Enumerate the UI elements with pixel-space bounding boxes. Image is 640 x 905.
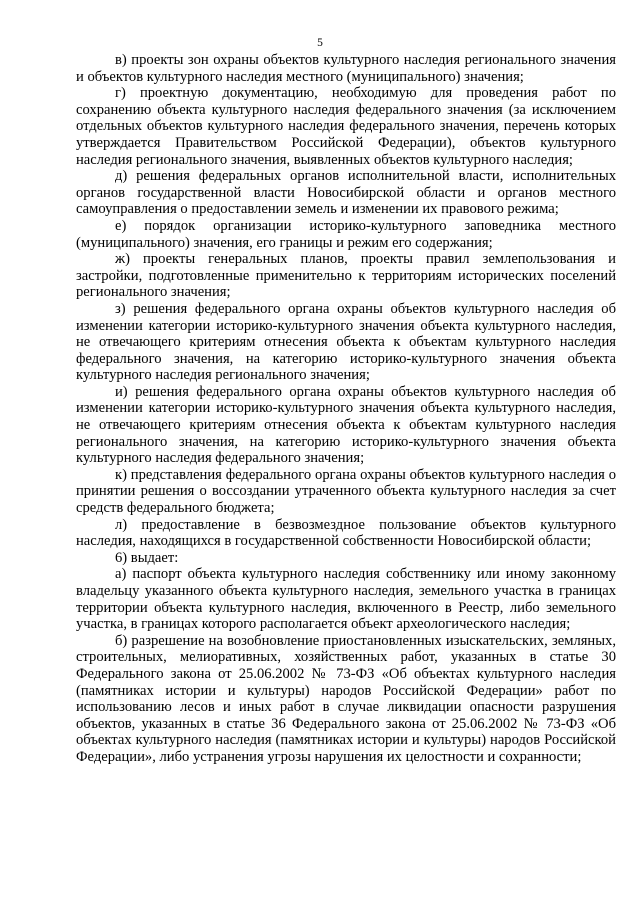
paragraph-v-protection-zones: в) проекты зон охраны объектов культурного наследия регионального значения и объектов культурного наследия местного (муниципального) значения; bbox=[76, 52, 616, 85]
paragraph-k-reconstruction-submission: к) представления федерального органа охраны объектов культурного наследия о принятии решения о воссоздании утраченного объекта культурного наследия за счет средств федерального бюджета; bbox=[76, 466, 616, 517]
paragraph-6-issues: 6) выдает: bbox=[115, 549, 179, 566]
paragraph-d-land-decisions: д) решения федеральных органов исполнительной власти, исполнительных органов государственной власти Новосибирской области и органов местного самоуправления о предоставлении земель и изменении их правового режима; bbox=[76, 168, 616, 218]
paragraph-b-work-resumption-permit: б) разрешение на возобновление приостановленных изыскательских, земляных, строительных, мелиоративных, хозяйственных работ, указанных в статье 30 Федерального закона от 25.06.2002 № 73-ФЗ «Об объектах культурного наследия (памятниках истории и культуры) народов Российской Федерации» работ по использованию лесов и иных работ в случае ликвидации опасности разрушения объектов, указанных в статье 36 Федерального закона от 25.06.2002 № 73-ФЗ «Об объектах культурного наследия (памятниках истории и культуры) народов Российской Федерации», либо устранения угрозы нарушения их целостности и сохранности; bbox=[76, 632, 616, 765]
paragraph-a-passport: а) паспорт объекта культурного наследия собственнику или иному законному владельцу указанного объекта культурного наследия, земельного участка в границах территории объекта культурного наследия, включенного в Реестр, либо земельного участка, в границах которого располагается объект археологического наследия; bbox=[76, 566, 616, 633]
paragraph-zh-general-plans: ж) проекты генеральных планов, проекты правил землепользования и застройки, подготовленные применительно к территориям исторических поселений регионального значения; bbox=[76, 251, 616, 301]
document-body bbox=[76, 52, 616, 766]
paragraph-i-category-change-federal: и) решения федерального органа охраны объектов культурного наследия об изменении категории историко-культурного значения объекта культурного наследия, не отвечающего критериям отнесения объекта к объектам культурного наследия регионального значения, на категорию историко-культурного значения объекта культурного наследия федерального значения; bbox=[76, 383, 616, 467]
paragraph-z-category-change-regional: з) решения федерального органа охраны объектов культурного наследия об изменении категории историко-культурного значения объекта культурного наследия, не отвечающего критериям отнесения объекта к объектам культурного наследия федерального значения, на категорию историко-культурного значения объекта культурного наследия регионального значения; bbox=[76, 300, 616, 384]
page-number: 5 bbox=[317, 37, 323, 49]
paragraph-l-free-use: л) предоставление в безвозмездное пользование объектов культурного наследия, находящихся в государственной собственности Новосибирской области; bbox=[76, 516, 616, 550]
paragraph-g-project-documentation: г) проектную документацию, необходимую для проведения работ по сохранению объекта культурного наследия федерального значения (за исключением отдельных объектов культурного наследия федерального значения, перечень которых утверждается Правительством Российской Федерации), объектов культурного наследия регионального значения, выявленных объектов культурного наследия; bbox=[76, 85, 616, 168]
paragraph-e-reserve-procedure: е) порядок организации историко-культурного заповедника местного (муниципального) значения, его границы и режим его содержания; bbox=[76, 217, 616, 251]
